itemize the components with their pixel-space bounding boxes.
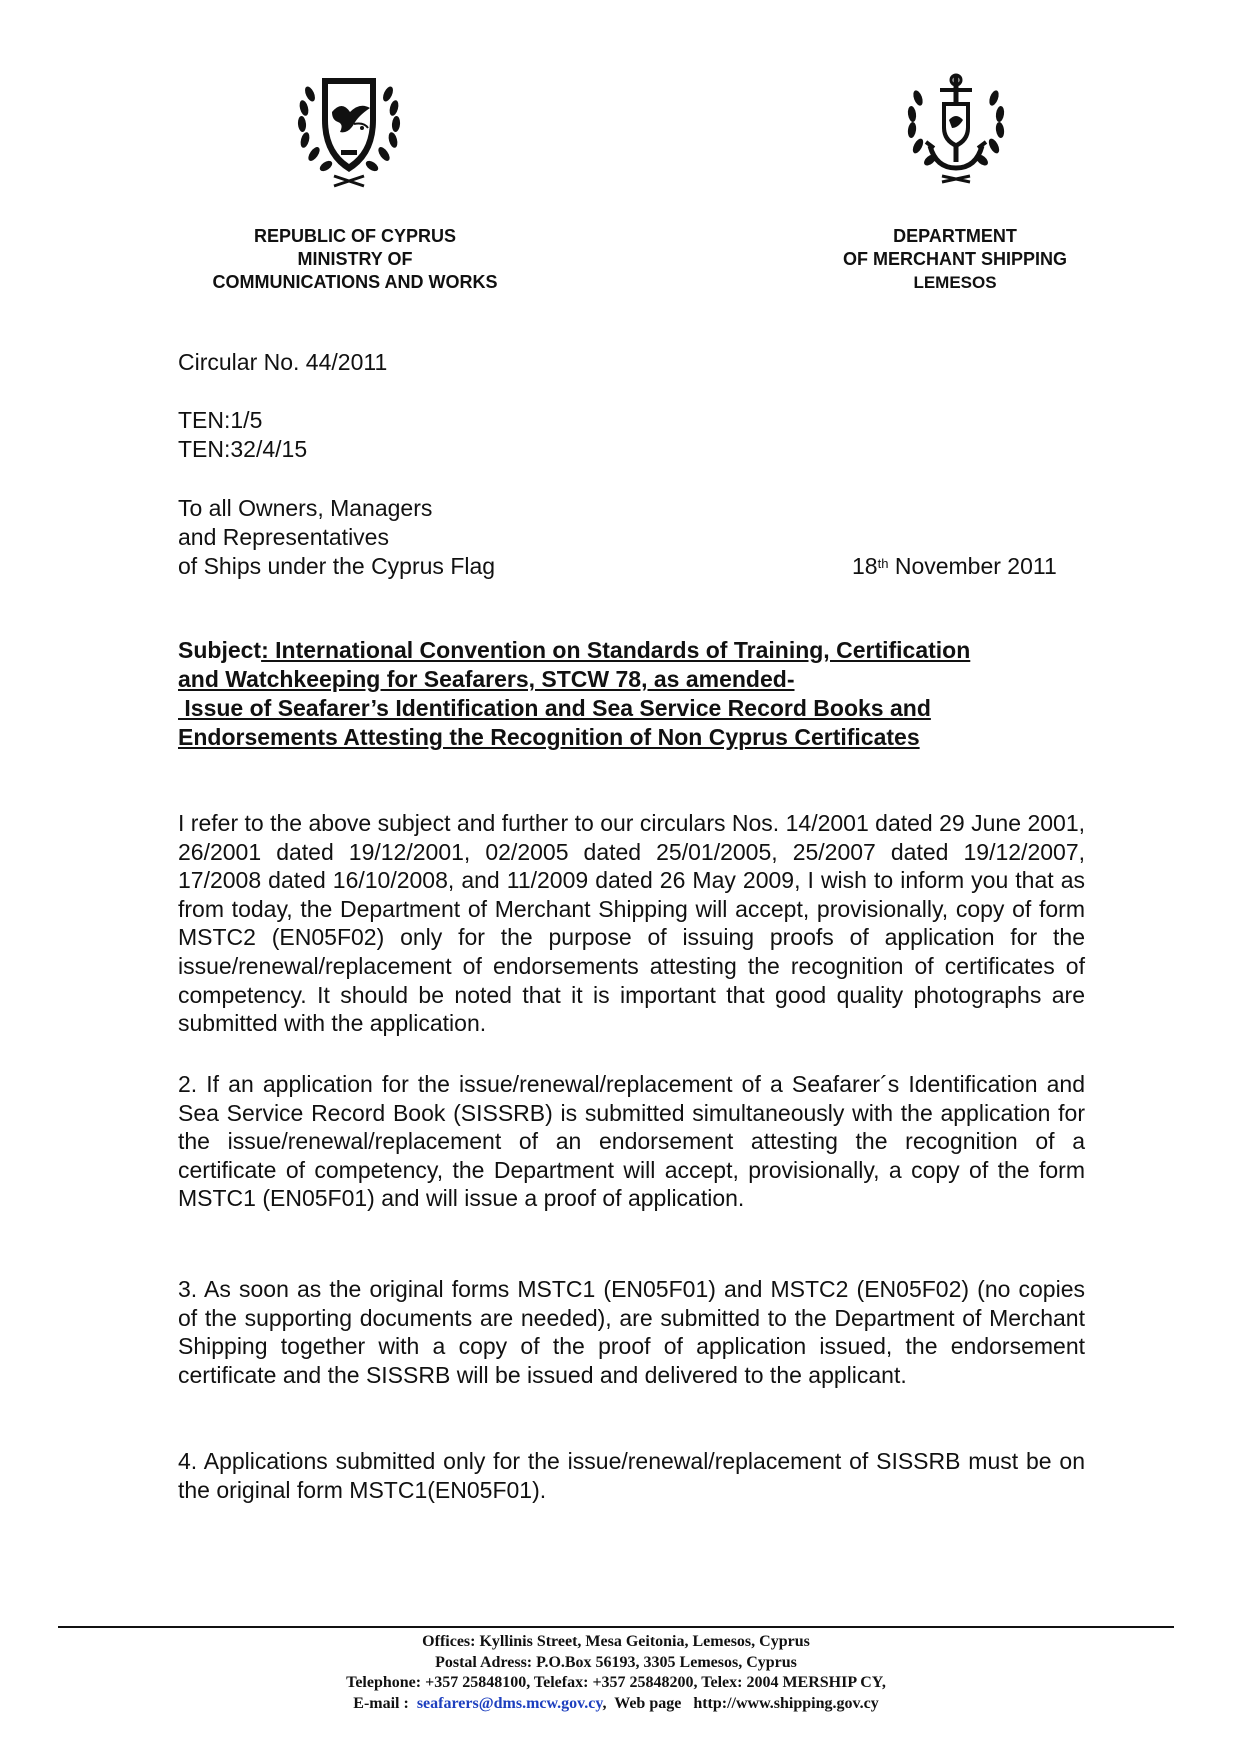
merchant-shipping-anchor-emblem-icon (896, 72, 1016, 186)
footer-email-label: E-mail : (353, 1694, 417, 1712)
date-rest: November 2011 (888, 553, 1057, 579)
subject-line3: Issue of Seafarer’s Identification and Sea Service Record Books and (178, 695, 931, 721)
addressee-line2: and Representatives (178, 524, 389, 550)
subject-block (178, 636, 1078, 752)
addressee-line1: To all Owners, Managers (178, 495, 433, 521)
subject-line4: Endorsements Attesting the Recognition of Non Cyprus Certificates (178, 724, 920, 750)
department-header-line3: LEMESOS (913, 273, 997, 292)
department-header (805, 225, 1105, 294)
ministry-header-line1: REPUBLIC OF CYPRUS (253, 226, 457, 246)
footer-offices: Offices: Kyllinis Street, Mesa Geitonia, Lemesos, Cyprus (422, 1633, 810, 1650)
paragraph-1: I refer to the above subject and further to our circulars Nos. 14/2001 dated 29 June 2001, 26/2001 dated 19/12/2001, 02/2005 dated 25/01/2005, 25/2007 dated 19/12/2007, 17/2008 dated 16/10/2008, and 11/2009 dated 26 May 2009, I wish to inform you that as from today, the Department of Merchant Shipping will accept, provisionally, copy of form MSTC2 (EN05F02) only for the purpose of issuing proofs of application for the issue/renewal/replacement of endorsements attesting the recognition of certificates of competency. It should be noted that it is important that good quality photographs are submitted with the application. (178, 810, 1085, 1037)
addressee-block (178, 494, 495, 581)
footer-telephone: Telephone: +357 25848100, Telefax: +357 25848200, Telex: 2004 MERSHIP CY, (346, 1674, 886, 1691)
circular-number: Circular No. 44/2011 (178, 349, 388, 375)
letter-date (852, 552, 1057, 581)
addressee-line3: of Ships under the Cyprus Flag (178, 553, 496, 579)
reference-1: TEN:1/5 (178, 407, 263, 433)
footer-divider (58, 1626, 1174, 1628)
reference-2: TEN:32/4/15 (178, 436, 308, 462)
date-day: 18 (852, 553, 878, 579)
footer-contact (58, 1632, 1174, 1714)
subject-label: Subject (178, 637, 262, 663)
paragraph-4: 4. Applications submitted only for the issue/renewal/replacement of SISSRB must be on the original form MSTC1(EN05F01). (178, 1448, 1085, 1503)
ministry-header (200, 225, 510, 294)
footer-web-label: , Web page (602, 1694, 694, 1712)
subject-line1: : International Convention on Standards of Training, Certification (261, 637, 971, 663)
cyprus-coat-of-arms-icon (284, 72, 414, 190)
reference-numbers (178, 406, 307, 464)
department-header-line2: OF MERCHANT SHIPPING (842, 249, 1067, 269)
ministry-header-line2: MINISTRY OF (297, 249, 413, 269)
subject-line2: and Watchkeeping for Seafarers, STCW 78, as amended- (178, 666, 795, 692)
paragraph-2: 2. If an application for the issue/renewal/replacement of a Seafarer´s Identification and Sea Service Record Book (SISSRB) is submitted simultaneously with the application for the issue/renewal/replacement of an endorsement attesting the recognition of a certificate of competency, the Department will accept, provisionally, a copy of the form MSTC1 (EN05F01) and will issue a proof of application. (178, 1071, 1085, 1212)
paragraph-3: 3. As soon as the original forms MSTC1 (EN05F01) and MSTC2 (EN05F02) (no copies of the supporting documents are needed), are submitted to the Department of Merchant Shipping together with a copy of the proof of application issued, the endorsement certificate and the SISSRB will be issued and delivered to the applicant. (178, 1276, 1085, 1388)
footer-postal: Postal Adress: P.O.Box 56193, 3305 Lemesos, Cyprus (435, 1653, 797, 1671)
footer-email-link[interactable]: seafarers@dms.mcw.gov.cy (416, 1694, 603, 1712)
ministry-header-line3: COMMUNICATIONS AND WORKS (212, 272, 498, 292)
footer-web-link[interactable]: http://www.shipping.gov.cy (693, 1694, 879, 1712)
department-header-line1: DEPARTMENT (893, 226, 1017, 246)
date-suffix: th (877, 556, 889, 571)
